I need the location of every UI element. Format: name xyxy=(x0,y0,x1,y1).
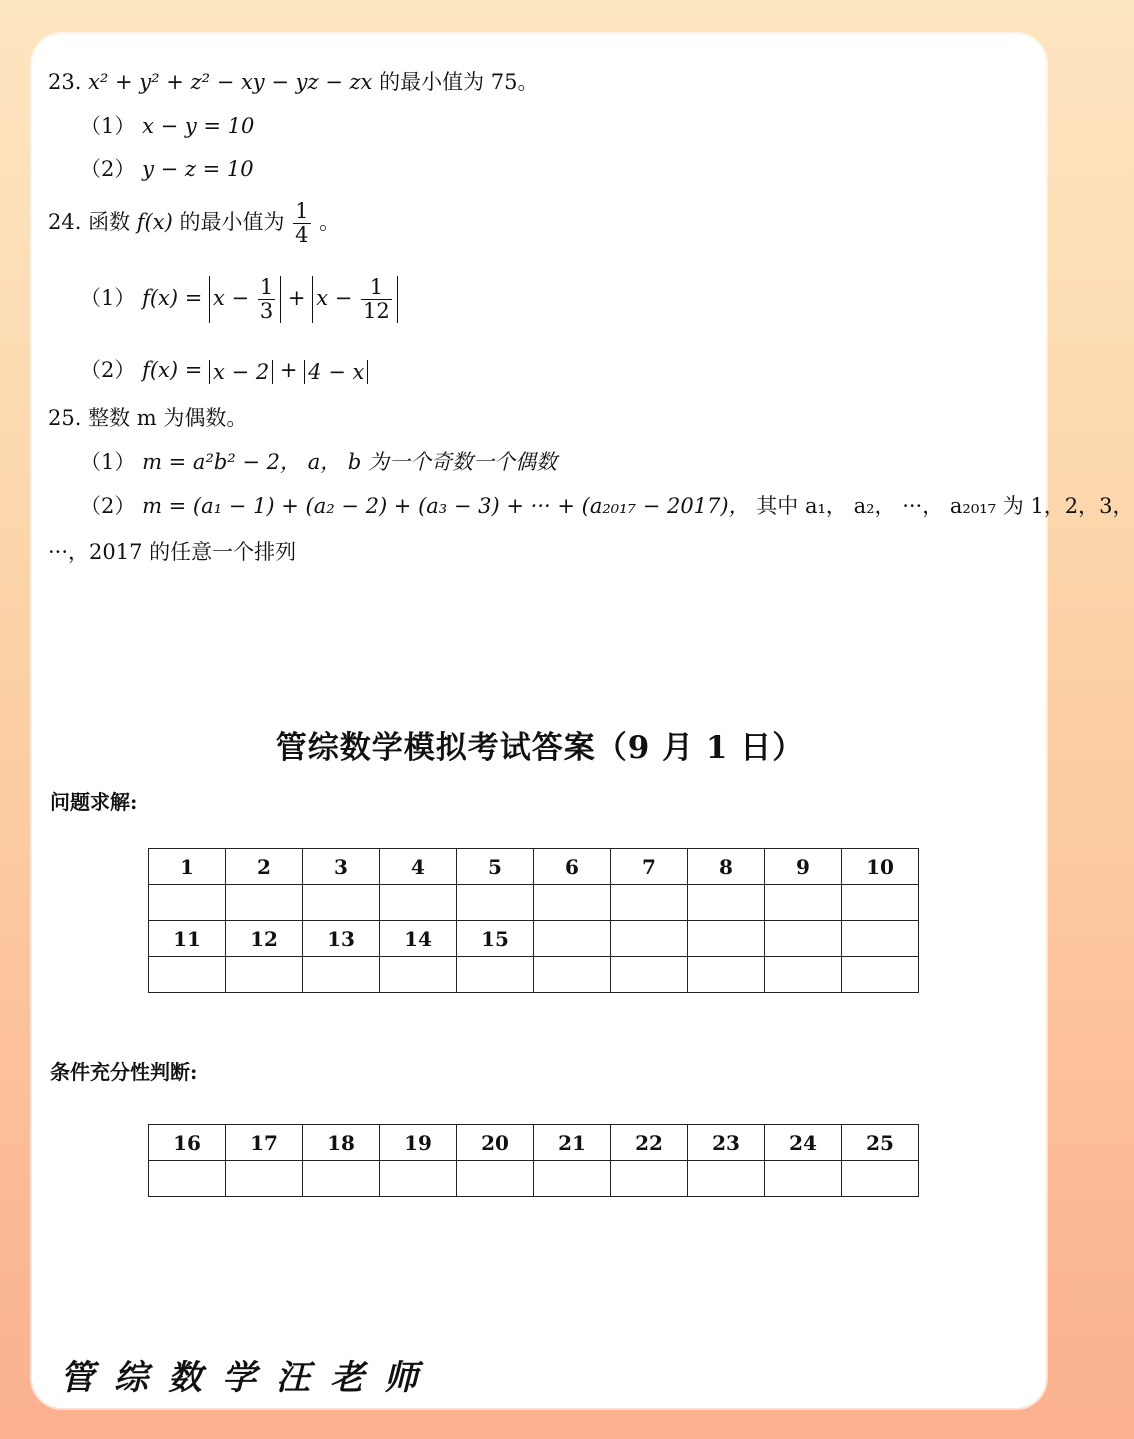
q24-c1-a-num: 1 xyxy=(259,275,274,299)
question-number-cell: 23 xyxy=(688,1125,765,1161)
question-number-cell: 15 xyxy=(457,921,534,957)
empty-cell xyxy=(534,957,611,993)
empty-cell xyxy=(842,957,919,993)
q23-expression: x² + y² + z² − xy − yz − zx xyxy=(88,70,373,94)
answer-cell[interactable] xyxy=(226,957,303,993)
empty-cell xyxy=(611,921,688,957)
answer-cell[interactable] xyxy=(611,885,688,921)
q24-c1-b-frac xyxy=(361,276,392,323)
answer-cell[interactable] xyxy=(688,1161,765,1197)
table-row xyxy=(149,957,919,993)
q24-c2-abs-a: x − 2 xyxy=(209,360,273,384)
q24-c1-abs-a xyxy=(209,276,281,323)
empty-cell xyxy=(842,921,919,957)
answer-cell[interactable] xyxy=(380,957,457,993)
q23-condition-1 xyxy=(80,110,254,140)
section-sufficiency-judgment: 条件充分性判断: xyxy=(50,1060,198,1084)
answer-cell[interactable] xyxy=(611,1161,688,1197)
q24-frac-num: 1 xyxy=(295,199,309,223)
answer-cell[interactable] xyxy=(380,1161,457,1197)
question-number-cell: 12 xyxy=(226,921,303,957)
q24-fx: f(x) xyxy=(136,210,173,235)
table-row xyxy=(149,885,919,921)
answer-cell[interactable] xyxy=(688,885,765,921)
q24-stem xyxy=(48,200,340,247)
q25-c2-expr: m = (a₁ − 1) + (a₂ − 2) + (a₃ − 3) + ··· + (a₂₀₁₇ − 2017)， xyxy=(142,494,750,518)
question-number-cell: 18 xyxy=(303,1125,380,1161)
answer-cell[interactable] xyxy=(457,1161,534,1197)
q24-pre: 函数 xyxy=(88,210,131,235)
question-number-cell: 22 xyxy=(611,1125,688,1161)
table-row xyxy=(149,921,919,957)
q24-c1-plus: + xyxy=(287,286,306,311)
q24-c2-abs-b: 4 − x xyxy=(304,360,368,384)
table-row xyxy=(149,1161,919,1197)
q24-c1-a-frac xyxy=(258,276,275,323)
answer-cell[interactable] xyxy=(842,885,919,921)
question-number-cell: 17 xyxy=(226,1125,303,1161)
q24-c1-label: （1） xyxy=(80,286,136,311)
question-number-cell: 10 xyxy=(842,849,919,885)
answer-cell[interactable] xyxy=(303,1161,380,1197)
q25-c1-expr: m = a²b² − 2， xyxy=(142,450,302,474)
answer-cell[interactable] xyxy=(380,885,457,921)
empty-cell xyxy=(688,957,765,993)
q25-c2-label: （2） xyxy=(80,494,136,518)
question-number-cell: 14 xyxy=(380,921,457,957)
answer-cell[interactable] xyxy=(534,1161,611,1197)
q24-c2-lhs: f(x) = xyxy=(142,358,203,382)
empty-cell xyxy=(765,957,842,993)
q24-number: 24. xyxy=(48,210,82,235)
question-number-cell: 19 xyxy=(380,1125,457,1161)
q25-condition-1 xyxy=(80,446,557,476)
answer-cell[interactable] xyxy=(149,957,226,993)
q24-frac-den: 4 xyxy=(295,223,309,248)
question-number-cell: 20 xyxy=(457,1125,534,1161)
q25-stem xyxy=(48,402,247,432)
question-number-cell: 4 xyxy=(380,849,457,885)
q24-c1-lhs: f(x) = xyxy=(142,286,203,311)
q24-c1-a-den: 3 xyxy=(259,299,274,324)
answer-sheet-title: 管综数学模拟考试答案（9 月 1 日） xyxy=(275,730,805,766)
question-number-cell: 7 xyxy=(611,849,688,885)
q24-c1-abs-b xyxy=(312,276,398,323)
answer-cell[interactable] xyxy=(149,885,226,921)
answer-cell[interactable] xyxy=(226,885,303,921)
table-row xyxy=(149,849,919,885)
answer-cell[interactable] xyxy=(226,1161,303,1197)
empty-cell xyxy=(611,957,688,993)
q24-fraction xyxy=(293,200,310,247)
table-row xyxy=(149,1125,919,1161)
question-number-cell: 16 xyxy=(149,1125,226,1161)
answer-table-sufficiency xyxy=(148,1124,919,1197)
question-number-cell: 6 xyxy=(534,849,611,885)
empty-cell xyxy=(765,921,842,957)
answer-cell[interactable] xyxy=(303,957,380,993)
q24-c1-b-num: 1 xyxy=(361,276,392,300)
answer-cell[interactable] xyxy=(149,1161,226,1197)
q23-c1-expr: x − y = 10 xyxy=(142,114,255,138)
answer-cell[interactable] xyxy=(457,957,534,993)
empty-cell xyxy=(534,921,611,957)
answer-cell[interactable] xyxy=(842,1161,919,1197)
answer-cell[interactable] xyxy=(534,885,611,921)
q24-condition-2 xyxy=(80,354,368,384)
q25-number: 25. xyxy=(48,406,82,430)
answer-cell[interactable] xyxy=(457,885,534,921)
section-problem-solving: 问题求解: xyxy=(50,790,138,814)
question-number-cell: 5 xyxy=(457,849,534,885)
q23-number: 23. xyxy=(48,70,82,94)
q23-c1-label: （1） xyxy=(80,114,136,138)
question-number-cell: 1 xyxy=(149,849,226,885)
q25-text: 整数 m 为偶数。 xyxy=(88,406,248,430)
question-number-cell: 8 xyxy=(688,849,765,885)
question-number-cell: 9 xyxy=(765,849,842,885)
q25-c1-label: （1） xyxy=(80,450,136,474)
question-number-cell: 3 xyxy=(303,849,380,885)
question-number-cell: 2 xyxy=(226,849,303,885)
q25-condition-2 xyxy=(80,490,1134,520)
q23-stem xyxy=(48,66,539,96)
q24-c1-b: x − xyxy=(316,286,353,311)
question-number-cell: 13 xyxy=(303,921,380,957)
answer-table-problem-solving xyxy=(148,848,919,993)
q24-c1-a: x − xyxy=(213,286,250,311)
q24-c2-plus: + xyxy=(279,358,298,382)
q23-text: 的最小值为 75。 xyxy=(379,70,539,94)
empty-cell xyxy=(688,921,765,957)
q25-c2-tail: 其中 a₁， a₂， ···， a₂₀₁₇ 为 1，2，3， xyxy=(756,494,1134,518)
q25-condition-2-continued xyxy=(48,536,296,566)
q23-c2-label: （2） xyxy=(80,157,136,181)
q24-condition-1 xyxy=(80,276,398,323)
q25-c1-tail: a， b 为一个奇数一个偶数 xyxy=(307,450,558,474)
q24-end: 。 xyxy=(319,210,341,235)
author-signature: 管综数学汪老师 xyxy=(60,1358,438,1398)
q24-c1-b-den: 12 xyxy=(363,299,390,324)
q23-c2-expr: y − z = 10 xyxy=(142,157,254,181)
question-number-cell: 21 xyxy=(534,1125,611,1161)
answer-cell[interactable] xyxy=(765,1161,842,1197)
question-number-cell: 11 xyxy=(149,921,226,957)
q24-text: 的最小值为 xyxy=(179,210,285,235)
answer-cell[interactable] xyxy=(765,885,842,921)
q24-c2-label: （2） xyxy=(80,358,136,382)
q23-condition-2 xyxy=(80,153,254,183)
answer-cell[interactable] xyxy=(303,885,380,921)
question-number-cell: 25 xyxy=(842,1125,919,1161)
q25-c2-cont: ···，2017 的任意一个排列 xyxy=(48,540,297,564)
question-number-cell: 24 xyxy=(765,1125,842,1161)
